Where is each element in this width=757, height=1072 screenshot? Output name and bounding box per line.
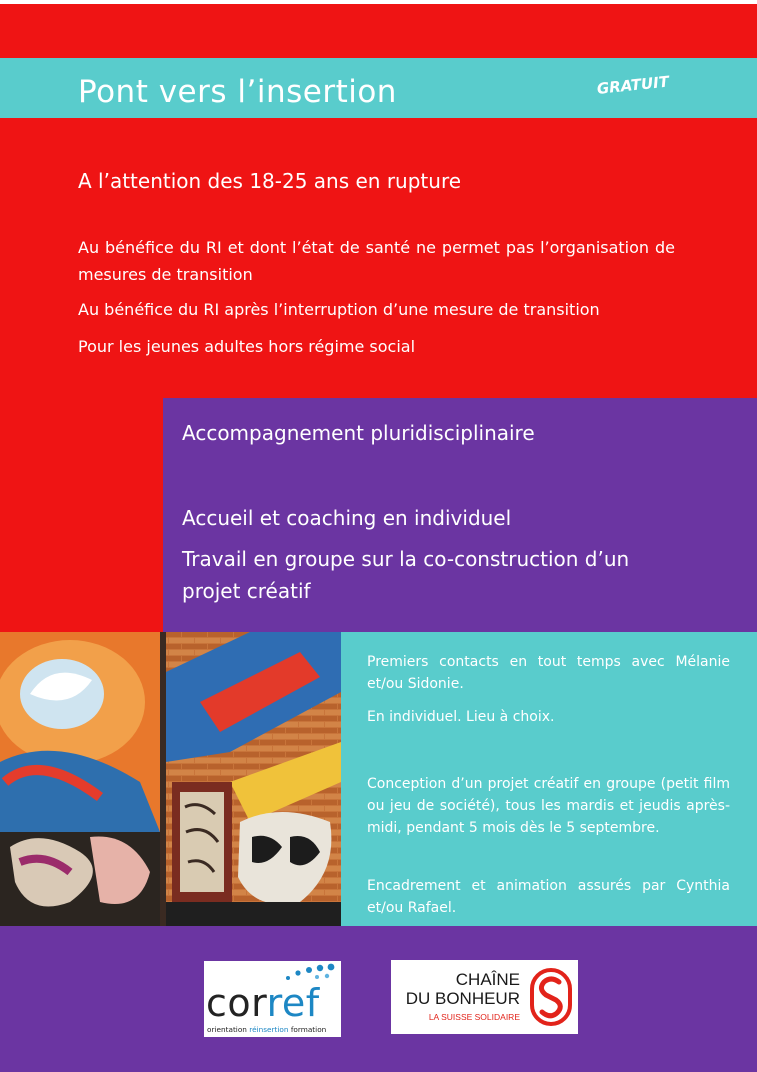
criterion-1: Au bénéfice du RI et dont l’état de santé ne permet pas l’organisation de mesures de transition: [78, 238, 675, 284]
title-band: [0, 58, 757, 118]
corref-logo: [204, 961, 341, 1037]
free-badge: GRATUIT: [596, 72, 670, 98]
program-line-2: Accueil et coaching en individuel: [182, 506, 512, 530]
chain-link-icon: [530, 968, 572, 1026]
footer-logos: [0, 926, 757, 1072]
program-line-1: Accompagnement pluridisciplinaire: [182, 421, 535, 445]
detail-individual: En individuel. Lieu à choix.: [367, 709, 555, 725]
cdb-line-1: CHAÎNE: [455, 970, 520, 989]
details-box: [341, 632, 757, 926]
criterion-3: Pour les jeunes adultes hors régime social: [78, 337, 416, 356]
program-line-4: projet créatif: [182, 579, 311, 603]
corref-wordmark: corref: [206, 981, 320, 1025]
detail-supervision: Encadrement et animation assurés par Cynthia et/ou Rafael.: [367, 878, 730, 916]
graffiti-photo: [0, 632, 341, 926]
page-title: Pont vers l’insertion: [78, 74, 397, 110]
audience-title: A l’attention des 18-25 ans en rupture: [78, 169, 462, 193]
graffiti-wall-icon: [0, 632, 341, 926]
program-line-3: Travail en groupe sur la co-construction d’un: [182, 547, 630, 571]
corref-tagline: orientation réinsertion formation: [207, 1025, 327, 1034]
criterion-2: Au bénéfice du RI après l’interruption d’une mesure de transition: [78, 300, 600, 319]
top-red-band: [0, 4, 757, 58]
chaine-du-bonheur-logo: [391, 960, 578, 1034]
detail-group-project: Conception d’un projet créatif en groupe (petit film ou jeu de société), tous les mardis et jeudis après-midi, pendant 5 mois dès le 5 septembre.: [367, 776, 730, 836]
cdb-line-2: DU BONHEUR: [405, 989, 520, 1008]
program-box: [163, 398, 757, 632]
cdb-line-3: LA SUISSE SOLIDAIRE: [428, 1012, 520, 1022]
detail-contacts: Premiers contacts en tout temps avec Mélanie et/ou Sidonie.: [367, 654, 730, 692]
